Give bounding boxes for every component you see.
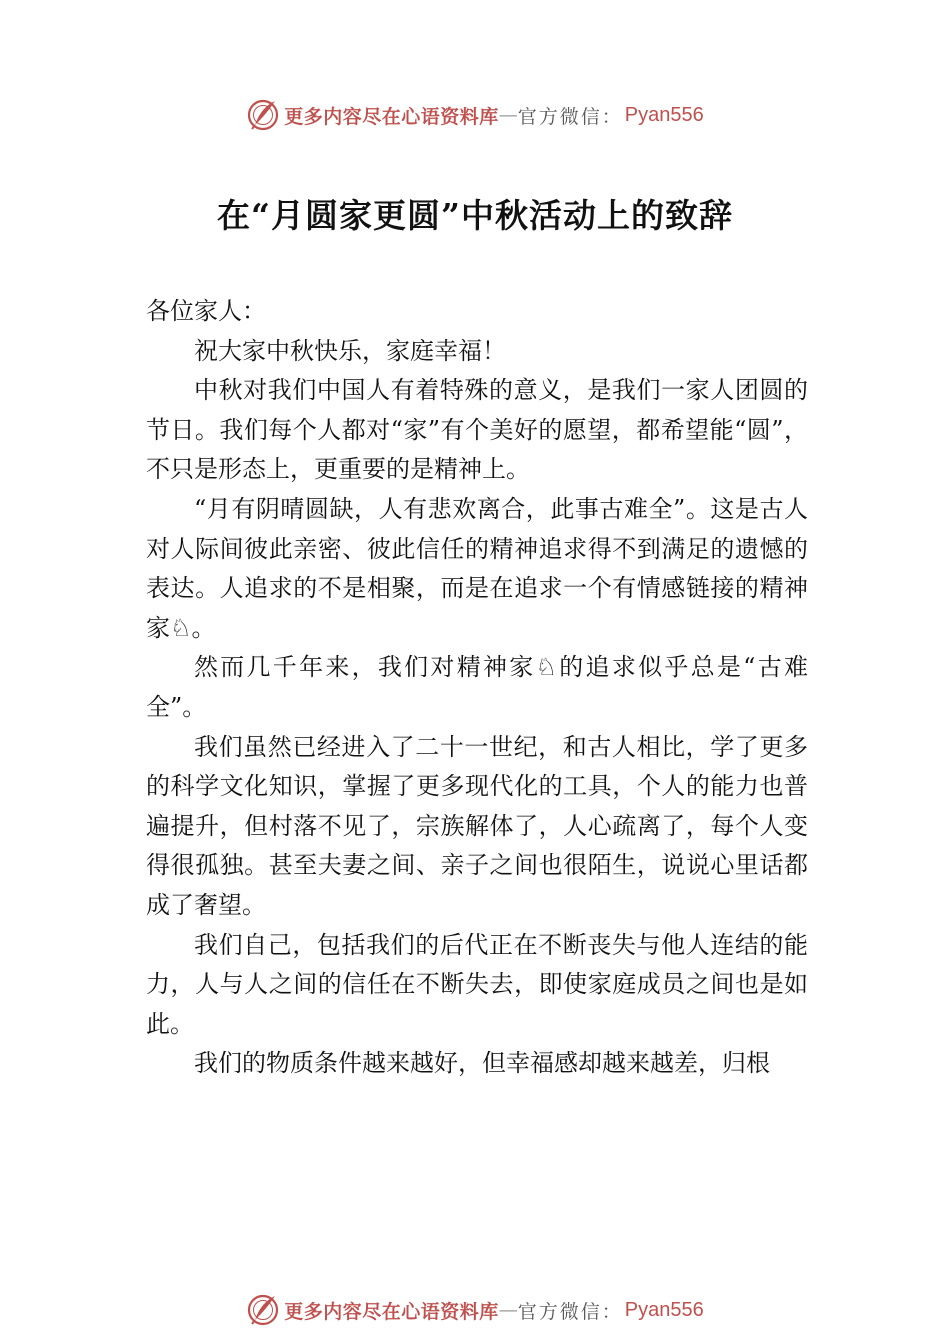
- document-title: 在“月圆家更圆”中秋活动上的致辞: [217, 196, 733, 235]
- paragraph: 我们虽然已经进入了二十一世纪，和古人相比，学了更多的科学文化知识，掌握了更多现代化的工具，个人的能力也普遍提升，但村落不见了，宗族解体了，人心疏离了，每个人变得很孤独。甚至夫妻之间、亲子之间也很陌生，说说心里话都成了奢望。: [146, 732, 808, 919]
- watermark-main-text: 更多内容尽在心语资料库: [284, 105, 499, 128]
- watermark-main-text: 更多内容尽在心语资料库: [284, 1300, 499, 1323]
- paragraph: 祝大家中秋快乐，家庭幸福！: [194, 336, 506, 365]
- watermark-dash: —: [498, 1299, 518, 1321]
- quill-pen-icon: [246, 1293, 280, 1327]
- paragraph: 我们的物质条件越来越好，但幸福感却越来越差，归根: [194, 1049, 770, 1078]
- watermark-official-label: 官方微信：: [517, 105, 623, 128]
- watermark-handle: Pyan556: [624, 103, 704, 126]
- paragraph: 然而几千年来，我们对精神家♘的追求似乎总是“古难全”。: [146, 653, 808, 721]
- paragraph: 我们自己，包括我们的后代正在不断丧失与他人连结的能力，人与人之间的信任在不断失去，即使家庭成员之间也是如此。: [146, 930, 808, 1038]
- watermark-handle: Pyan556: [624, 1298, 704, 1321]
- paragraph: “月有阴晴圆缺，人有悲欢离合，此事古难全”。这是古人对人际间彼此亲密、彼此信任的精神追求得不到满足的遗憾的表达。人追求的不是相聚，而是在追求一个有情感链接的精神家♘。: [146, 494, 808, 642]
- document-body: [146, 292, 808, 1084]
- footer-watermark: [0, 1290, 950, 1330]
- watermark-official-label: 官方微信：: [517, 1300, 623, 1323]
- quill-pen-icon: [246, 98, 280, 132]
- watermark-dash: —: [498, 104, 518, 126]
- header-watermark: [0, 95, 950, 135]
- salutation: 各位家人：: [146, 297, 266, 325]
- paragraph: 中秋对我们中国人有着特殊的意义，是我们一家人团圆的节日。我们每个人都对“家”有个美好的愿望，都希望能“圆”，不只是形态上，更重要的是精神上。: [146, 376, 808, 484]
